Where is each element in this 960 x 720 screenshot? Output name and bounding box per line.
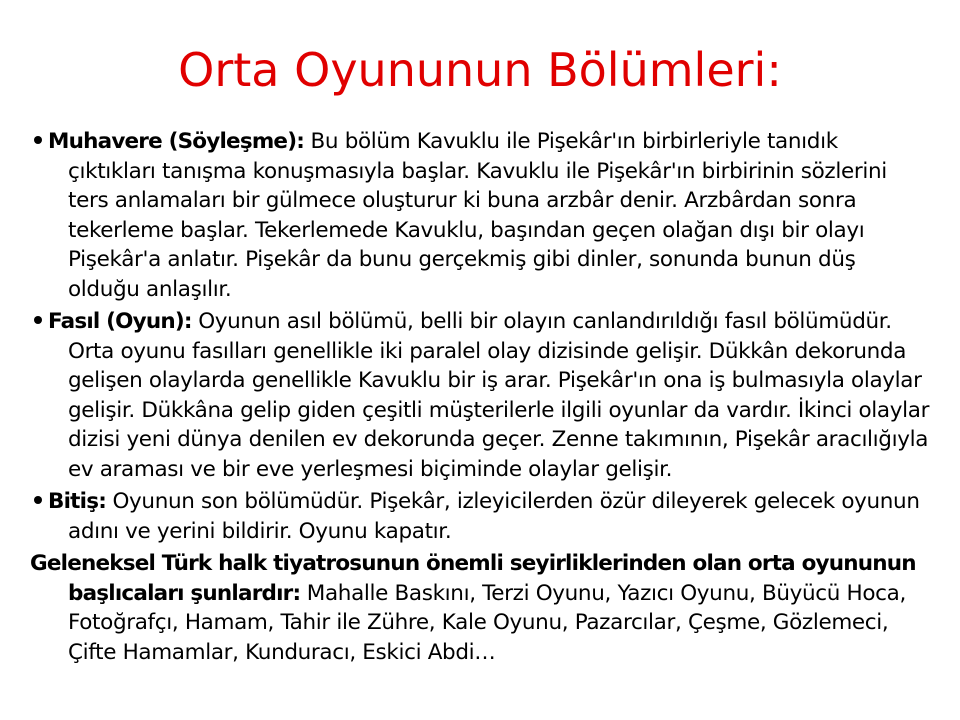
section-bitis [30, 487, 930, 546]
section-heading: Geleneksel Türk halk tiyatrosunun önemli seyirliklerinden olan orta oyununun başlıcaları şunlardır: [30, 551, 916, 606]
section-heading: Muhavere (Söyleşme): [48, 129, 305, 154]
section-text: Oyunun son bölümüdür. Pişekâr, izleyicilerden özür dileyerek gelecek oyunun adını ve yerini bildirir. Oyunu kapatır. [68, 489, 920, 544]
section-text: Mahalle Baskını, Terzi Oyunu, Yazıcı Oyunu, Büyücü Hoca, Fotoğrafçı, Hamam, Tahir ile Zühre, Kale Oyunu, Pazarcılar, Çeşme, Gözlemeci, Çifte Hamamlar, Kunduracı, Eskici Abdi… [68, 580, 906, 665]
bullet-icon [34, 316, 42, 324]
bullet-icon [34, 136, 42, 144]
slide-content [30, 127, 930, 670]
slide-title: Orta Oyununun Bölümleri: [178, 43, 782, 97]
section-oyunlar [30, 549, 930, 667]
bullet-icon [34, 496, 42, 504]
section-text: Oyunun asıl bölümü, belli bir olayın canlandırıldığı fasıl bölümüdür. Orta oyunu fasılları genellikle iki paralel olay dizisinde gelişir. Dükkân dekorunda gelişen olaylarda genellikle Kavuklu bir iş arar. Pişekâr'ın ona iş bulmasıyla olaylar gelişir. Dükkâna gelip giden çeşitli müşterilerle ilgili oyunlar da vardır. İkinci olaylar dizisi yeni dünya denilen ev dekorunda geçer. Zenne takımının, Pişekâr aracılığıyla ev araması ve bir eve yerleşmesi biçiminde olaylar gelişir. [68, 309, 930, 482]
section-muhavere [30, 127, 930, 304]
section-text: Bu bölüm Kavuklu ile Pişekâr'ın birbirleriyle tanıdık çıktıkları tanışma konuşmasıyla başlar. Kavuklu ile Pişekâr'ın birbirinin sözlerini ters anlamaları bir gülmece oluşturur ki buna arzbâr denir. Arzbârdan sonra tekerleme başlar. Tekerlemede Kavuklu, başından geçen olağan dışı bir olayı Pişekâr'a anlatır. Pişekâr da bunu gerçekmiş gibi dinler, sonunda bunun düş olduğu anlaşılır. [68, 129, 887, 302]
section-heading: Fasıl (Oyun): [48, 309, 192, 334]
section-fasil [30, 307, 930, 484]
section-heading: Bitiş: [48, 489, 106, 514]
